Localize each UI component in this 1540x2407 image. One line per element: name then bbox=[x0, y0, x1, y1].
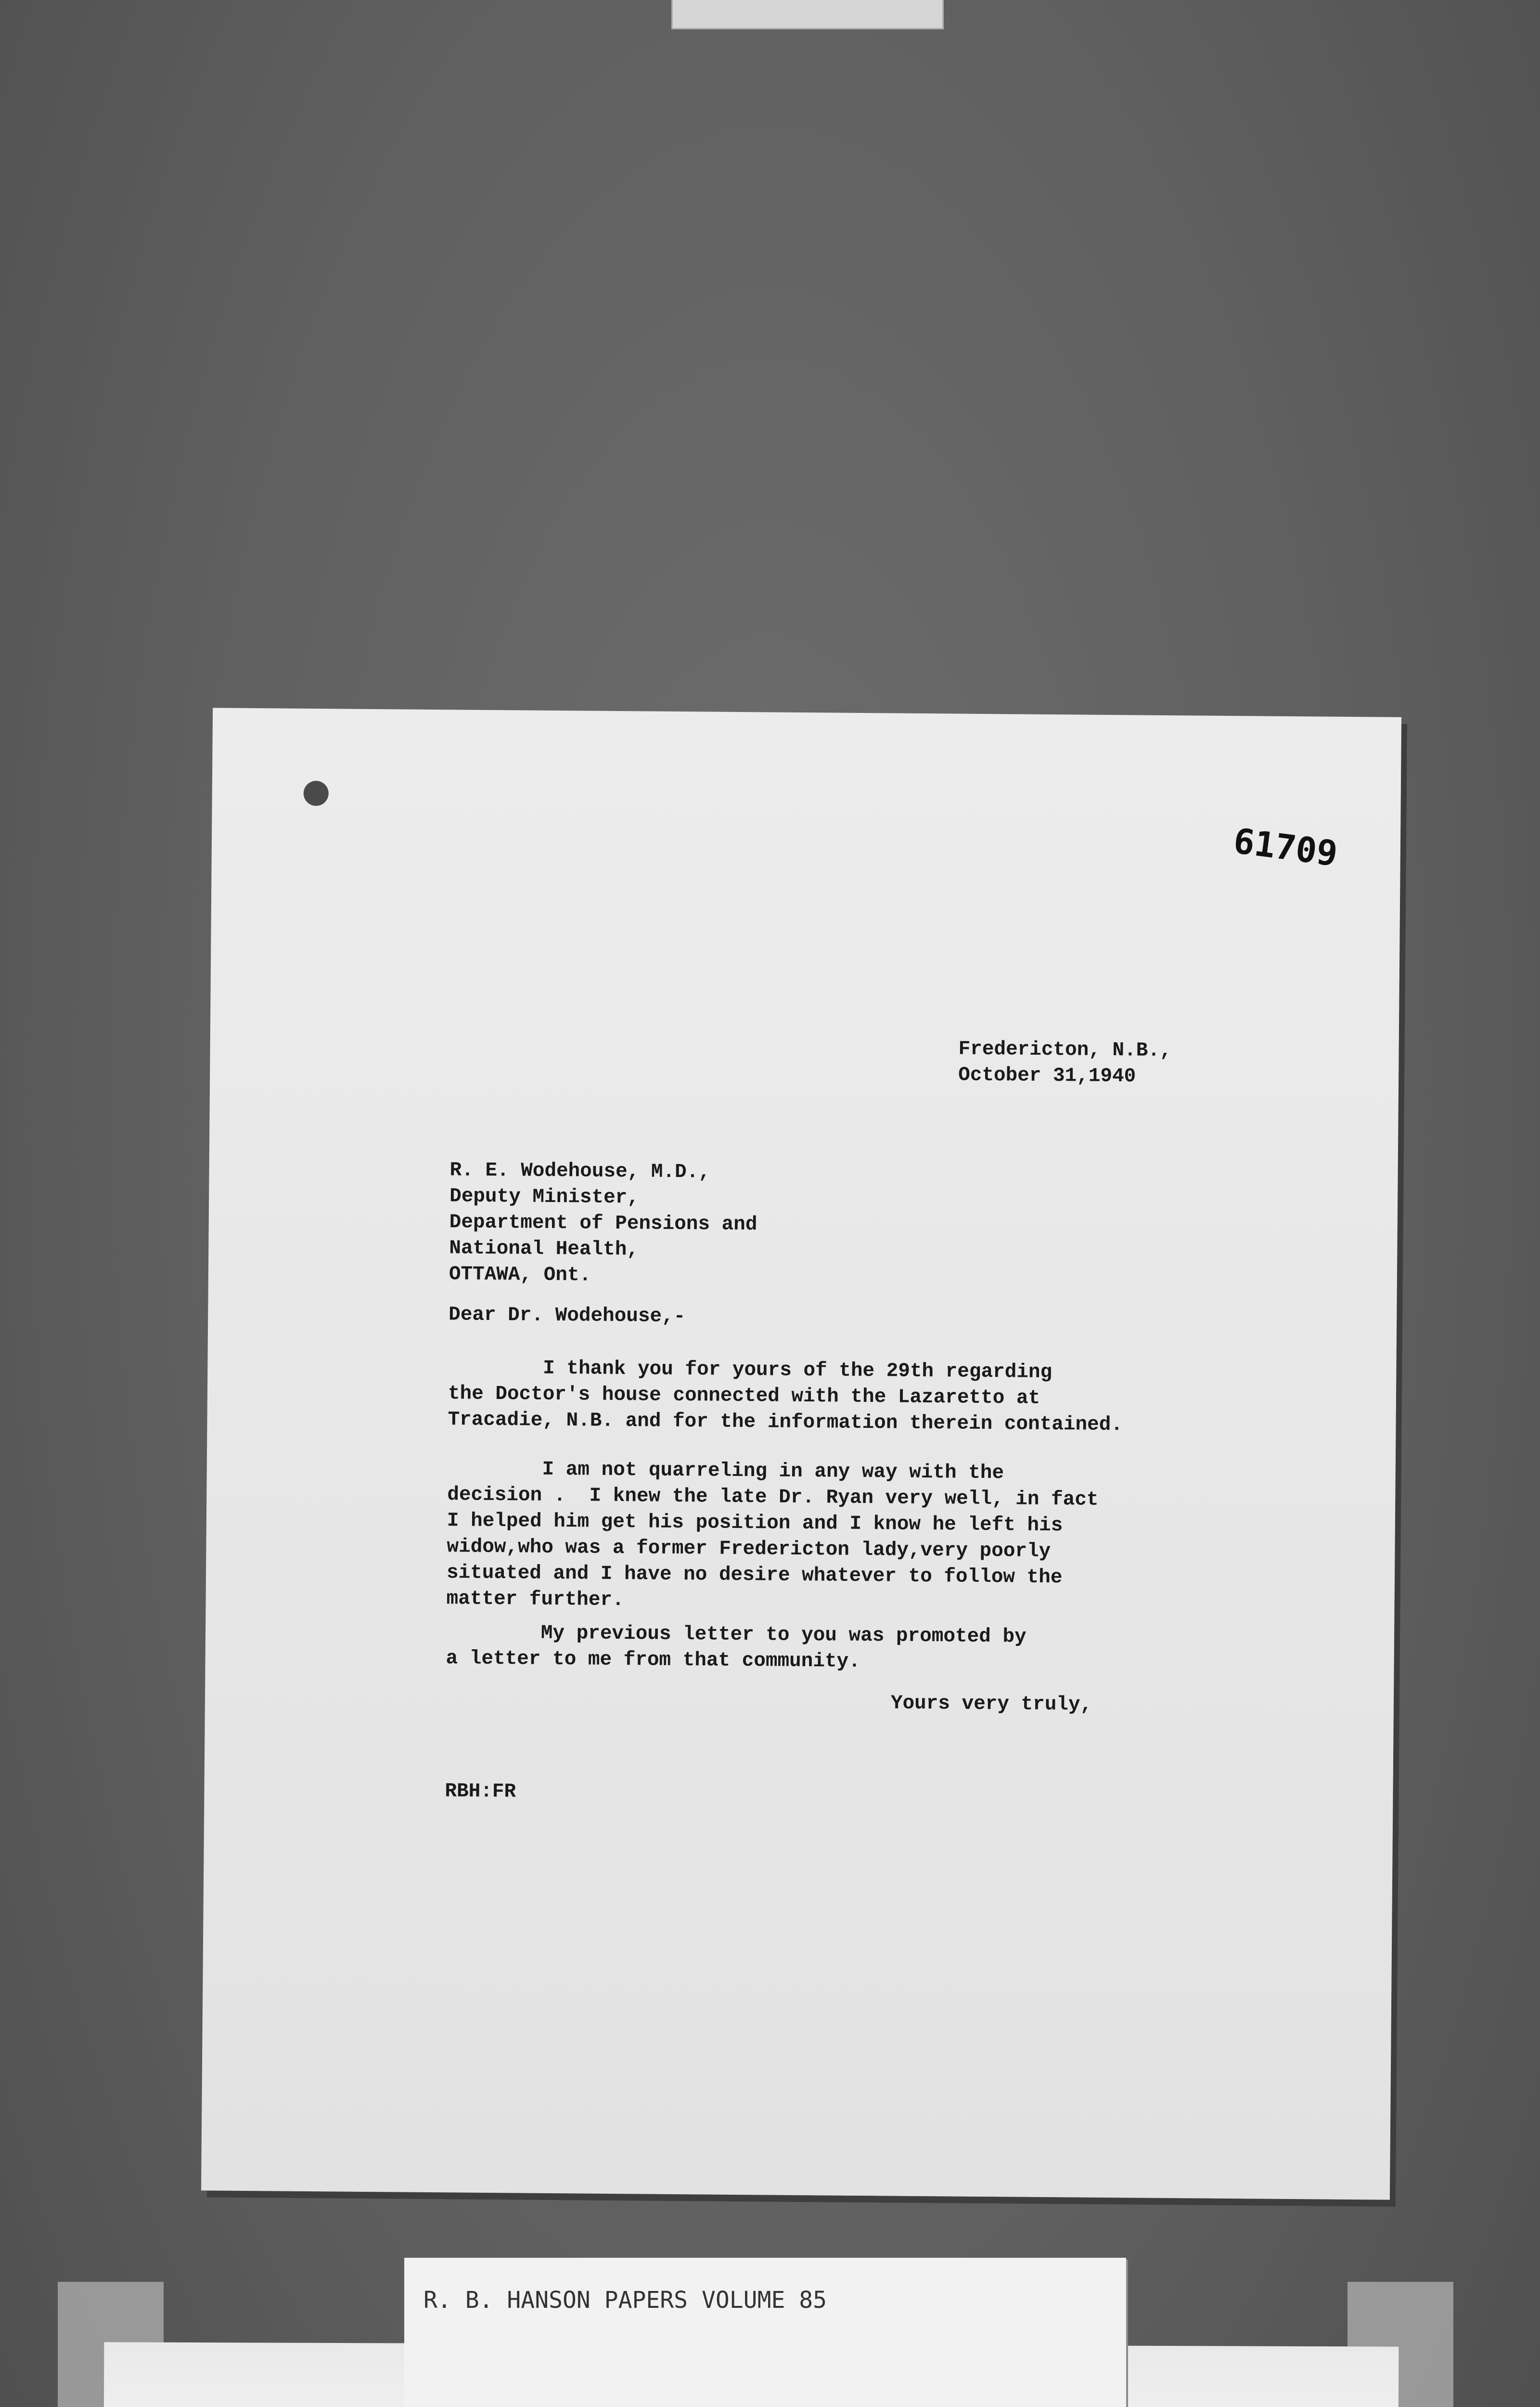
typist-initials: RBH:FR bbox=[445, 1780, 516, 1803]
paragraph-3: My previous letter to you was promoted by a letter to me from that community. bbox=[446, 1621, 1027, 1673]
volume-label bbox=[404, 2258, 1126, 2407]
salutation: Dear Dr. Wodehouse,- bbox=[449, 1304, 686, 1328]
recipient-city: OTTAWA, Ont. bbox=[449, 1263, 591, 1287]
recipient-department-cont: National Health, bbox=[449, 1237, 639, 1261]
recipient-address bbox=[449, 1157, 758, 1290]
document-number: 61709 bbox=[1231, 820, 1340, 874]
paragraph-1: I thank you for yours of the 29th regarding the Doctor's house connected with the Lazaretto at Tracadie, N.B. and for the information therein contained. bbox=[448, 1357, 1123, 1436]
recipient-department: Department of Pensions and bbox=[449, 1211, 757, 1236]
paragraph-2: I am not quarreling in any way with the decision . I knew the late Dr. Ryan very well, in fact I helped him get his position and I know he left his widow,who was a former Fredericton lady,very poorly situated and I have no desire whatever to follow the matter further. bbox=[446, 1458, 1099, 1612]
closing: Yours very truly, bbox=[890, 1692, 1092, 1716]
top-paper-tab bbox=[671, 0, 944, 29]
recipient-name: R. E. Wodehouse, M.D., bbox=[449, 1159, 711, 1184]
volume-label-text: R. B. HANSON PAPERS VOLUME 85 bbox=[424, 2287, 827, 2314]
letter-heading bbox=[958, 1036, 1172, 1090]
letter-date: October 31,1940 bbox=[958, 1064, 1136, 1088]
punch-hole bbox=[304, 781, 329, 806]
letter-place: Fredericton, N.B., bbox=[958, 1038, 1172, 1062]
typed-letter bbox=[201, 708, 1401, 2200]
recipient-title: Deputy Minister, bbox=[449, 1185, 640, 1209]
